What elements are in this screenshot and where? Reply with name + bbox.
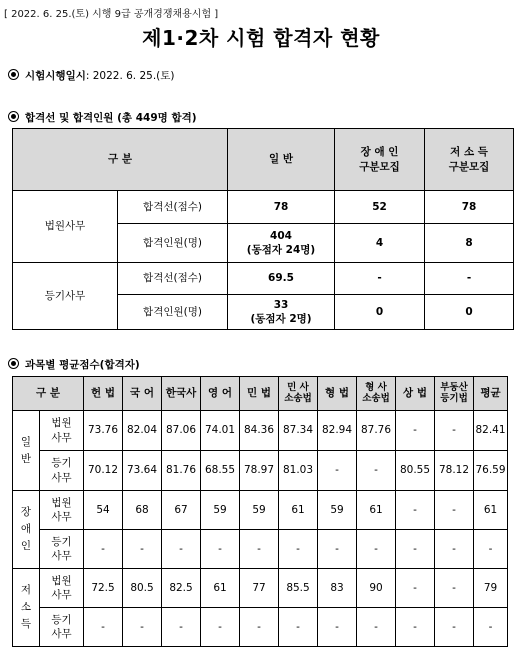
row-label-part: 사무 bbox=[51, 589, 72, 601]
subject-header bbox=[396, 377, 435, 411]
score-cell: - bbox=[435, 491, 474, 530]
score-cell: 78.97 bbox=[240, 451, 279, 491]
cell-lowincome: 8 bbox=[425, 224, 514, 263]
score-cell: 68.55 bbox=[201, 451, 240, 491]
section2-label: 과목별 평균점수(합격자) bbox=[25, 359, 140, 371]
subject-header bbox=[84, 377, 123, 411]
score-cell: 78.12 bbox=[435, 451, 474, 491]
row-label-part: 등기 bbox=[51, 457, 72, 470]
header-disabled bbox=[335, 129, 425, 191]
group-label-char: 인 bbox=[20, 539, 32, 552]
score-cell: - bbox=[201, 530, 240, 569]
score-cell: - bbox=[474, 608, 508, 647]
score-cell: 76.59 bbox=[474, 451, 508, 491]
score-cell: 87.34 bbox=[279, 411, 318, 451]
score-cell: 70.12 bbox=[84, 451, 123, 491]
subject-header-l1: 국 어 bbox=[130, 387, 154, 400]
cell-lowincome: 0 bbox=[425, 295, 514, 330]
subject-header-l1: 헌 법 bbox=[91, 387, 115, 400]
row-label: 합격인원(명) bbox=[118, 295, 228, 330]
score-cell: - bbox=[240, 530, 279, 569]
cell-general: 69.5 bbox=[228, 263, 335, 295]
score-cell: 61 bbox=[279, 491, 318, 530]
subject-header bbox=[123, 377, 162, 411]
row-label-part: 법원 bbox=[51, 496, 72, 509]
score-cell: - bbox=[162, 608, 201, 647]
score-cell: - bbox=[318, 451, 357, 491]
row-label-part: 사무 bbox=[51, 431, 72, 444]
group-label-char: 반 bbox=[20, 452, 32, 465]
page-title: 제1·2차 시험 합격자 현황 bbox=[142, 26, 380, 50]
score-cell: - bbox=[123, 608, 162, 647]
row-label-part: 사무 bbox=[51, 471, 72, 484]
subject-header bbox=[435, 377, 474, 411]
row-label-part: 등기 bbox=[51, 535, 72, 548]
score-cell: - bbox=[162, 530, 201, 569]
score-cell: - bbox=[435, 411, 474, 451]
cell-general: 78 bbox=[228, 191, 335, 224]
score-cell: - bbox=[474, 530, 508, 569]
subject-header bbox=[279, 377, 318, 411]
subject-average-table bbox=[12, 376, 508, 647]
score-cell: 59 bbox=[240, 491, 279, 530]
cell-general bbox=[228, 295, 335, 330]
subject-header bbox=[201, 377, 240, 411]
row-label: 합격선(점수) bbox=[118, 263, 228, 295]
score-cell: - bbox=[123, 530, 162, 569]
group-label bbox=[13, 569, 40, 647]
score-cell: - bbox=[435, 530, 474, 569]
score-cell: 80.5 bbox=[123, 569, 162, 608]
score-cell: - bbox=[84, 608, 123, 647]
score-cell: 82.5 bbox=[162, 569, 201, 608]
score-cell: - bbox=[435, 608, 474, 647]
bullet-icon bbox=[8, 111, 19, 122]
group-label bbox=[13, 411, 40, 491]
section1-label: 합격선 및 합격인원 bbox=[25, 112, 114, 124]
score-cell: - bbox=[396, 608, 435, 647]
header-gubun: 구 분 bbox=[13, 129, 228, 191]
subject-header bbox=[240, 377, 279, 411]
score-cell: - bbox=[396, 569, 435, 608]
pass-line-table bbox=[12, 128, 514, 330]
subject-header-l2: 소송법 bbox=[362, 392, 390, 404]
subject-header-l1: 한국사 bbox=[165, 387, 197, 400]
score-cell: 59 bbox=[201, 491, 240, 530]
score-cell: 81.03 bbox=[279, 451, 318, 491]
group-label-char: 저 bbox=[20, 584, 32, 597]
subject-header-l1: 민 법 bbox=[247, 387, 271, 400]
header-lowincome-l2: 구분모집 bbox=[448, 160, 490, 173]
cell-general-count: 404 bbox=[270, 229, 292, 242]
row-label bbox=[40, 451, 84, 491]
cell-disabled: 4 bbox=[335, 224, 425, 263]
score-cell: - bbox=[84, 530, 123, 569]
cell-lowincome: 78 bbox=[425, 191, 514, 224]
score-cell: 59 bbox=[318, 491, 357, 530]
header-lowincome bbox=[425, 129, 514, 191]
score-cell: 82.04 bbox=[123, 411, 162, 451]
score-cell: 73.76 bbox=[84, 411, 123, 451]
group-court-affairs: 법원사무 bbox=[13, 191, 118, 263]
score-cell: - bbox=[435, 569, 474, 608]
subject-header bbox=[162, 377, 201, 411]
group-label-char: 득 bbox=[20, 617, 32, 630]
row-label bbox=[40, 569, 84, 608]
subject-header bbox=[357, 377, 396, 411]
subject-header-l2: 등기법 bbox=[440, 392, 468, 404]
score-cell: 72.5 bbox=[84, 569, 123, 608]
row-label bbox=[40, 491, 84, 530]
group-label bbox=[13, 491, 40, 569]
group-label-char: 소 bbox=[20, 601, 32, 614]
score-cell: - bbox=[396, 491, 435, 530]
cell-disabled: 52 bbox=[335, 191, 425, 224]
row-label-part: 법원 bbox=[51, 417, 72, 430]
score-cell: - bbox=[357, 530, 396, 569]
cell-general-tie: (동점자 2명) bbox=[250, 313, 312, 325]
score-cell: 83 bbox=[318, 569, 357, 608]
score-cell: 87.06 bbox=[162, 411, 201, 451]
score-cell: 77 bbox=[240, 569, 279, 608]
subject-header-l1: 평균 bbox=[480, 387, 501, 400]
header-gubun: 구 분 bbox=[13, 377, 84, 411]
score-cell: - bbox=[279, 530, 318, 569]
score-cell: - bbox=[318, 608, 357, 647]
bullet-icon bbox=[8, 69, 19, 80]
score-cell: 79 bbox=[474, 569, 508, 608]
score-cell: 85.5 bbox=[279, 569, 318, 608]
header-lowincome-l1: 저 소 득 bbox=[450, 146, 488, 159]
score-cell: 81.76 bbox=[162, 451, 201, 491]
cell-general bbox=[228, 224, 335, 263]
score-cell: - bbox=[240, 608, 279, 647]
section2-heading bbox=[8, 357, 140, 372]
exam-date-value: : 2022. 6. 25.(토) bbox=[85, 70, 175, 82]
score-cell: - bbox=[357, 451, 396, 491]
score-cell: 84.36 bbox=[240, 411, 279, 451]
row-label-part: 사무 bbox=[51, 550, 72, 562]
cell-lowincome: - bbox=[425, 263, 514, 295]
score-cell: - bbox=[357, 608, 396, 647]
header-disabled-l1: 장 애 인 bbox=[360, 146, 399, 159]
subject-header bbox=[474, 377, 508, 411]
score-cell: 80.55 bbox=[396, 451, 435, 491]
score-cell: 73.64 bbox=[123, 451, 162, 491]
subject-header-l1: 상 법 bbox=[403, 387, 427, 400]
subject-header-l1: 부동산 bbox=[440, 382, 468, 394]
subject-header-l1: 형 법 bbox=[325, 387, 349, 400]
row-label: 합격인원(명) bbox=[118, 224, 228, 263]
exam-date-label: 시험시행일시 bbox=[25, 70, 86, 82]
score-cell: 82.41 bbox=[474, 411, 508, 451]
group-label-char: 일 bbox=[20, 435, 32, 448]
row-label-part: 사무 bbox=[51, 511, 72, 523]
subject-header-l1: 영 어 bbox=[208, 387, 232, 400]
row-label bbox=[40, 530, 84, 569]
group-registry-affairs: 등기사무 bbox=[13, 263, 118, 330]
cell-disabled: 0 bbox=[335, 295, 425, 330]
subject-header-l2: 소송법 bbox=[284, 392, 312, 404]
group-label-char: 애 bbox=[20, 523, 32, 536]
row-label bbox=[40, 608, 84, 647]
score-cell: 61 bbox=[357, 491, 396, 530]
group-label-char: 장 bbox=[20, 506, 32, 519]
score-cell: 74.01 bbox=[201, 411, 240, 451]
header-general: 일 반 bbox=[228, 129, 335, 191]
score-cell: 82.94 bbox=[318, 411, 357, 451]
score-cell: - bbox=[396, 411, 435, 451]
score-cell: 61 bbox=[201, 569, 240, 608]
section1-note: (총 449명 합격) bbox=[117, 112, 197, 124]
subject-header-l1: 형 사 bbox=[365, 382, 387, 394]
cell-general-count: 33 bbox=[273, 298, 289, 311]
score-cell: 61 bbox=[474, 491, 508, 530]
score-cell: - bbox=[396, 530, 435, 569]
score-cell: 87.76 bbox=[357, 411, 396, 451]
subject-header-l1: 민 사 bbox=[287, 382, 309, 394]
row-label-part: 사무 bbox=[51, 628, 72, 640]
row-label-part: 법원 bbox=[51, 574, 72, 587]
section1-heading bbox=[8, 110, 197, 125]
exam-date-line bbox=[8, 68, 175, 83]
score-cell: - bbox=[201, 608, 240, 647]
score-cell: - bbox=[318, 530, 357, 569]
score-cell: 54 bbox=[84, 491, 123, 530]
score-cell: 68 bbox=[123, 491, 162, 530]
row-label: 합격선(점수) bbox=[118, 191, 228, 224]
subject-header bbox=[318, 377, 357, 411]
bullet-icon bbox=[8, 358, 19, 369]
cell-general-tie: (동점자 24명) bbox=[246, 244, 316, 256]
row-label bbox=[40, 411, 84, 451]
score-cell: 67 bbox=[162, 491, 201, 530]
cell-disabled: - bbox=[335, 263, 425, 295]
row-label-part: 등기 bbox=[51, 613, 72, 626]
score-cell: - bbox=[279, 608, 318, 647]
header-note: [ 2022. 6. 25.(토) 시행 9급 공개경쟁채용시험 ] bbox=[4, 9, 219, 20]
score-cell: 90 bbox=[357, 569, 396, 608]
header-disabled-l2: 구분모집 bbox=[359, 160, 400, 173]
